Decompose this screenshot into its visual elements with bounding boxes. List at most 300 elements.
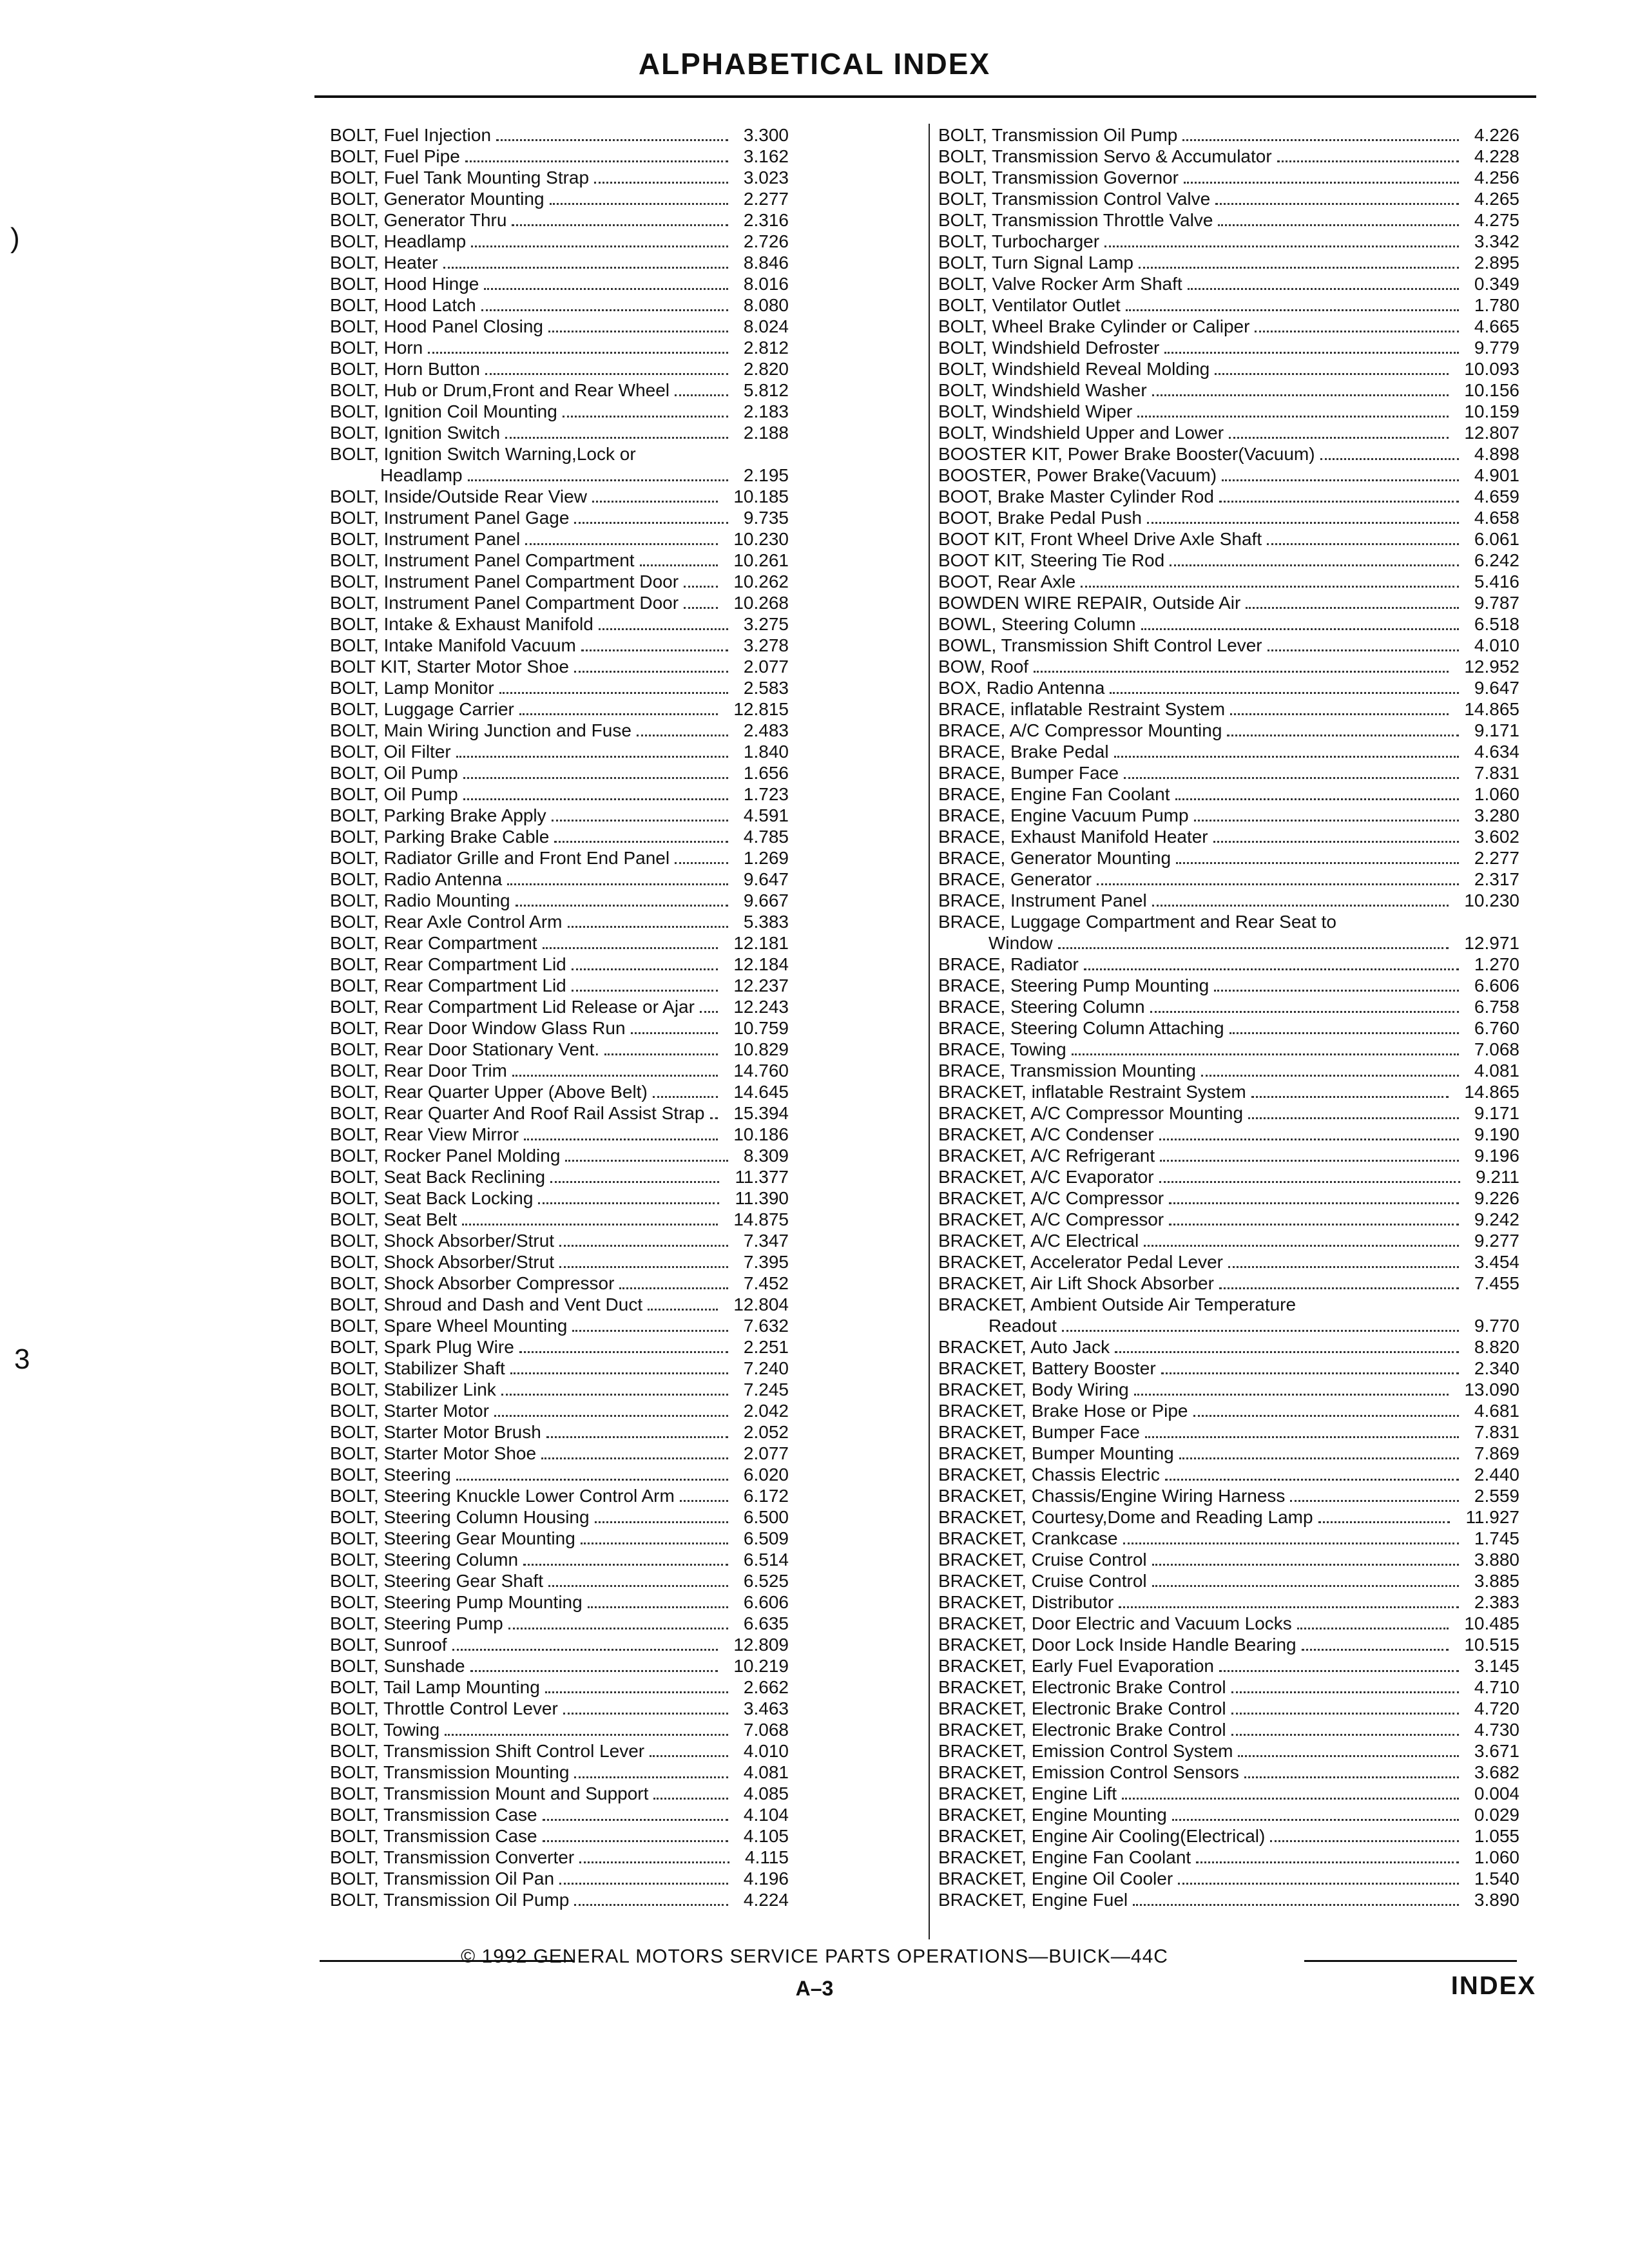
entry-page: 9.647: [743, 869, 789, 889]
entry-title: BRACKET, Door Electric and Vacuum Locks: [938, 1613, 1292, 1633]
entry-title: BOLT, Generator Thru: [330, 210, 507, 230]
entry-title: BOWDEN WIRE REPAIR, Outside Air: [938, 593, 1241, 613]
entry-page: 4.115: [745, 1847, 789, 1867]
index-entry: [938, 1889, 1519, 1910]
entry-title: BOLT, Radio Antenna: [330, 869, 503, 889]
dot-leader: [574, 1902, 728, 1906]
entry-title: BOLT, Inside/Outside Rear View: [330, 486, 587, 506]
index-entry: [330, 188, 789, 209]
entry-title: BRACKET, Distributor: [938, 1592, 1114, 1612]
dot-leader: [452, 1647, 718, 1651]
entry-title: BOLT, Windshield Washer: [938, 380, 1147, 400]
dot-leader: [512, 222, 728, 226]
dot-leader: [1034, 669, 1449, 673]
index-entry: [330, 1060, 789, 1081]
entry-page: 3.463: [743, 1698, 789, 1718]
dot-leader: [684, 605, 718, 609]
index-entry: [938, 613, 1519, 635]
entry-page: 6.606: [743, 1592, 789, 1612]
dot-leader: [1222, 477, 1459, 481]
index-entry: [938, 1060, 1519, 1081]
index-entry: [330, 231, 789, 252]
index-entry: [938, 1209, 1519, 1230]
index-entry: [330, 252, 789, 273]
entry-page: 1.780: [1474, 295, 1519, 315]
entry-title: BOWL, Steering Column: [938, 614, 1136, 634]
entry-title-continued: Readout: [988, 1316, 1057, 1336]
dot-leader: [1126, 307, 1459, 311]
index-entry: [330, 1464, 789, 1485]
dot-leader: [546, 1434, 728, 1438]
index-entry: [330, 720, 789, 741]
index-entry: [330, 1570, 789, 1591]
dot-leader: [680, 1498, 728, 1502]
entry-page: 4.659: [1474, 486, 1519, 506]
entry-page: 6.518: [1474, 614, 1519, 634]
entry-page: 8.846: [743, 253, 789, 273]
entry-title: BRACKET, Emission Control Sensors: [938, 1762, 1239, 1782]
entry-page: 2.726: [743, 231, 789, 251]
dot-leader: [637, 733, 728, 736]
entry-title: BRACKET, Cruise Control: [938, 1550, 1147, 1570]
index-entry: [938, 1336, 1519, 1358]
dot-leader: [1196, 1860, 1459, 1863]
entry-title: BOLT, Windshield Upper and Lower: [938, 423, 1224, 443]
entry-title: BOX, Radio Antenna: [938, 678, 1105, 698]
entry-page: 8.080: [743, 295, 789, 315]
entry-page: 7.245: [743, 1379, 789, 1399]
entry-title: BRACKET, Electronic Brake Control: [938, 1720, 1226, 1740]
entry-title: BOLT, Transmission Mounting: [330, 1762, 570, 1782]
index-entry: [938, 1039, 1519, 1060]
entry-page: 3.162: [743, 146, 789, 166]
entry-title: BRACKET, A/C Condenser: [938, 1124, 1154, 1144]
dot-leader: [541, 1456, 728, 1459]
index-entry: [938, 231, 1519, 252]
entry-title: BOLT, Lamp Monitor: [330, 678, 494, 698]
entry-title: BRACKET, A/C Refrigerant: [938, 1146, 1155, 1166]
entry-title: BRACKET, Bumper Mounting: [938, 1443, 1174, 1463]
entry-page: 2.183: [743, 401, 789, 421]
entry-page: 12.184: [733, 954, 789, 974]
entry-page: 4.275: [1474, 210, 1519, 230]
entry-page: 1.055: [1474, 1826, 1519, 1846]
index-entry: [330, 592, 789, 613]
entry-page: 12.807: [1464, 423, 1519, 443]
index-entry: [938, 1591, 1519, 1613]
dot-leader: [1176, 860, 1459, 864]
index-entry: [938, 1443, 1519, 1464]
entry-title: BOLT, Rear Compartment Lid Release or Ajar: [330, 997, 695, 1017]
index-entry: [330, 1251, 789, 1273]
entry-page: 10.159: [1464, 401, 1519, 421]
dot-leader: [1058, 945, 1449, 949]
entry-page: 10.759: [733, 1018, 789, 1038]
entry-title: BOLT, Seat Back Reclining: [330, 1167, 546, 1187]
index-entry: [938, 550, 1519, 571]
entry-title: BOLT, Transmission Shift Control Lever: [330, 1741, 645, 1761]
index-entry: [330, 550, 789, 571]
entry-page: 6.635: [743, 1613, 789, 1633]
entry-title: BOLT, Wheel Brake Cylinder or Caliper: [938, 316, 1250, 336]
entry-page: 7.869: [1474, 1443, 1519, 1463]
entry-page: 9.226: [1474, 1188, 1519, 1208]
index-entry: [330, 996, 789, 1017]
entry-title: BOLT, Transmission Mount and Support: [330, 1783, 649, 1803]
dot-leader: [1213, 839, 1459, 843]
dot-leader: [604, 1052, 718, 1055]
index-entry: [938, 1145, 1519, 1166]
entry-page: 4.658: [1474, 508, 1519, 528]
entry-page: 14.865: [1464, 1082, 1519, 1102]
index-entry: [938, 996, 1519, 1017]
index-entry: [938, 1868, 1519, 1889]
entry-page: 1.540: [1474, 1869, 1519, 1888]
entry-page: 6.525: [743, 1571, 789, 1591]
dot-leader: [463, 775, 728, 779]
entry-title: BOLT, Main Wiring Junction and Fuse: [330, 720, 631, 740]
index-entry: [938, 1379, 1519, 1400]
entry-page: 8.309: [743, 1146, 789, 1166]
index-entry: [330, 273, 789, 294]
index-entry: [938, 656, 1519, 677]
index-entry: [330, 869, 789, 890]
entry-page: 6.500: [743, 1507, 789, 1527]
entry-page: 10.829: [733, 1039, 789, 1059]
entry-page: 6.061: [1474, 529, 1519, 549]
entry-title: BRACKET, A/C Compressor: [938, 1209, 1164, 1229]
entry-title: BOLT, Rear Door Stationary Vent.: [330, 1039, 600, 1059]
index-entry: [330, 1421, 789, 1443]
dot-leader: [1081, 584, 1459, 588]
index-entry: [330, 1315, 789, 1336]
entry-page: 2.440: [1474, 1465, 1519, 1485]
entry-page: 9.667: [743, 890, 789, 910]
dot-leader: [563, 1711, 728, 1715]
dot-leader: [524, 1137, 718, 1140]
entry-page: 10.185: [733, 486, 789, 506]
entry-title: BOW, Roof: [938, 657, 1029, 677]
entry-page: 9.171: [1474, 1103, 1519, 1123]
dot-leader: [1244, 1774, 1459, 1778]
footer-rule-right: [1304, 1960, 1517, 1962]
entry-page: 7.831: [1474, 763, 1519, 783]
dot-leader: [1165, 1477, 1459, 1481]
entry-page: 3.145: [1474, 1656, 1519, 1676]
index-entry: [938, 1762, 1519, 1783]
index-entry: [330, 1145, 789, 1166]
entry-title: BOLT, Instrument Panel: [330, 529, 521, 549]
entry-page: 2.277: [1474, 848, 1519, 868]
entry-title: BRACKET, A/C Evaporator: [938, 1167, 1154, 1187]
index-entry: [330, 1443, 789, 1464]
index-entry: [330, 1613, 789, 1634]
dot-leader: [512, 1073, 718, 1077]
entry-page: 4.010: [743, 1741, 789, 1761]
entry-title: BOLT, Hood Hinge: [330, 274, 479, 294]
dot-leader: [1229, 1030, 1459, 1034]
entry-page: 2.662: [743, 1677, 789, 1697]
entry-page: 3.275: [743, 614, 789, 634]
copyright-text: © 1992 GENERAL MOTORS SERVICE PARTS OPERATIONS—BUICK—44C: [461, 1946, 1168, 1967]
dot-leader: [1161, 1370, 1459, 1374]
entry-title: BOLT, Spare Wheel Mounting: [330, 1316, 568, 1336]
entry-title: BOLT, Oil Pump: [330, 763, 458, 783]
dot-leader: [1219, 1285, 1459, 1289]
entry-title: BOLT, Radio Mounting: [330, 890, 510, 910]
index-entry: [330, 1549, 789, 1570]
entry-page: 0.004: [1474, 1783, 1519, 1803]
entry-page: 12.815: [733, 699, 789, 719]
entry-page: 4.901: [1474, 465, 1519, 485]
entry-page: 10.268: [733, 593, 789, 613]
index-entry: [938, 741, 1519, 762]
index-entry: [938, 1166, 1519, 1187]
dot-leader: [1188, 286, 1459, 290]
entry-page: 7.395: [743, 1252, 789, 1272]
entry-page: 4.730: [1474, 1720, 1519, 1740]
index-entry: [330, 1698, 789, 1719]
entry-title: BOLT, Instrument Panel Compartment Door: [330, 593, 679, 613]
entry-page: 3.885: [1474, 1571, 1519, 1591]
entry-title: BOLT, Hood Latch: [330, 295, 476, 315]
dot-leader: [579, 1860, 729, 1863]
entry-page: 3.342: [1474, 231, 1519, 251]
index-entry: [938, 1719, 1519, 1740]
entry-page: 2.052: [743, 1422, 789, 1442]
entry-page: 8.024: [743, 316, 789, 336]
entry-page: 7.632: [743, 1316, 789, 1336]
entry-title: BOLT, Heater: [330, 253, 438, 273]
entry-page: 5.812: [743, 380, 789, 400]
index-entry: [938, 124, 1519, 146]
dot-leader: [510, 1370, 728, 1374]
entry-title: BOLT, Parking Brake Cable: [330, 827, 550, 847]
entry-title: BRACKET, Brake Hose or Pipe: [938, 1401, 1188, 1421]
entry-page: 1.840: [743, 742, 789, 762]
entry-title: BRACKET, A/C Compressor: [938, 1188, 1164, 1208]
entry-title: BOLT, Generator Mounting: [330, 189, 545, 209]
entry-page: 1.745: [1474, 1528, 1519, 1548]
index-entry: [330, 1102, 789, 1124]
dot-leader: [1172, 1817, 1459, 1821]
index-entry: [938, 1655, 1519, 1677]
index-entry: [330, 1591, 789, 1613]
entry-title: BRACE, Generator Mounting: [938, 848, 1171, 868]
index-entry: [330, 294, 789, 316]
entry-page: 15.394: [733, 1103, 789, 1123]
dot-leader: [465, 159, 728, 162]
entry-page: 4.785: [743, 827, 789, 847]
dot-leader: [1084, 966, 1459, 970]
dot-leader: [456, 1477, 728, 1481]
entry-page: 5.416: [1474, 572, 1519, 591]
entry-title: BOLT, Transmission Oil Pan: [330, 1869, 555, 1888]
dot-leader: [1152, 1562, 1459, 1566]
entry-title: BRACKET, Air Lift Shock Absorber: [938, 1273, 1214, 1293]
entry-page: 3.671: [1474, 1741, 1519, 1761]
dot-leader: [1248, 1115, 1459, 1119]
entry-page: 2.277: [743, 189, 789, 209]
dot-leader: [631, 1030, 718, 1034]
dot-leader: [1169, 1200, 1459, 1204]
entry-title: BOLT, Hub or Drum,Front and Rear Wheel: [330, 380, 670, 400]
entry-page: 13.090: [1464, 1379, 1519, 1399]
entry-page: 0.349: [1474, 274, 1519, 294]
entry-title: BOOT, Brake Master Cylinder Rod: [938, 486, 1214, 506]
index-entry: [330, 401, 789, 422]
dot-leader: [1178, 1881, 1459, 1885]
entry-title: BRACKET, Engine Fan Coolant: [938, 1847, 1191, 1867]
index-entry: [938, 1485, 1519, 1506]
entry-page: 12.181: [733, 933, 789, 953]
margin-mark-mid: 3: [14, 1343, 30, 1375]
entry-title: BRACKET, Crankcase: [938, 1528, 1118, 1548]
header-rule: [314, 95, 1536, 98]
entry-title: BRACKET, Electronic Brake Control: [938, 1698, 1226, 1718]
entry-title: BRACE, Instrument Panel: [938, 890, 1147, 910]
dot-leader: [1139, 265, 1459, 269]
dot-leader: [1104, 244, 1459, 247]
dot-leader: [1194, 818, 1459, 822]
dot-leader: [548, 1583, 728, 1587]
entry-page: 9.211: [1476, 1167, 1519, 1187]
index-entry: [938, 1081, 1519, 1102]
entry-title: BOLT, Parking Brake Apply: [330, 805, 546, 825]
entry-title: BRACE, Bumper Face: [938, 763, 1119, 783]
dot-leader: [1215, 201, 1459, 205]
entry-page: 6.606: [1474, 975, 1519, 995]
entry-page: 4.634: [1474, 742, 1519, 762]
dot-leader: [1072, 1052, 1459, 1055]
entry-title: BOLT, Luggage Carrier: [330, 699, 514, 719]
entry-title: BOLT, Oil Pump: [330, 784, 458, 804]
dot-leader: [1147, 520, 1459, 524]
entry-title: BRACKET, inflatable Restraint System: [938, 1082, 1246, 1102]
index-entry: [938, 677, 1519, 698]
index-entry: [330, 1294, 789, 1315]
index-entry: [330, 1804, 789, 1825]
entry-title: BOLT, Fuel Tank Mounting Strap: [330, 168, 590, 187]
index-entry: [330, 1740, 789, 1762]
dot-leader: [471, 244, 728, 247]
index-entry: [330, 847, 789, 869]
entry-page: 0.029: [1474, 1805, 1519, 1825]
entry-title: BOLT, Starter Motor: [330, 1401, 489, 1421]
dot-leader: [1231, 1689, 1459, 1693]
index-entry: [938, 1825, 1519, 1847]
entry-title: BOOT KIT, Steering Tie Rod: [938, 550, 1165, 570]
entry-page: 9.196: [1474, 1146, 1519, 1166]
entry-title: BOLT, Shroud and Dash and Vent Duct: [330, 1294, 643, 1314]
entry-title: BRACE, A/C Compressor Mounting: [938, 720, 1222, 740]
dot-leader: [1251, 1094, 1449, 1098]
index-entry: [938, 1549, 1519, 1570]
index-entry: [330, 1868, 789, 1889]
dot-leader: [1152, 903, 1449, 907]
entry-page: 2.317: [1474, 869, 1519, 889]
entry-page: 2.188: [743, 423, 789, 443]
entry-title: BOLT, Steering Column Housing: [330, 1507, 590, 1527]
index-entry: [938, 528, 1519, 550]
entry-page: 6.242: [1474, 550, 1519, 570]
dot-leader: [1277, 159, 1459, 162]
entry-page: 9.647: [1474, 678, 1519, 698]
dot-leader: [552, 818, 728, 822]
dot-leader: [1159, 1179, 1460, 1183]
dot-leader: [1219, 499, 1459, 503]
entry-title: BOLT, Rear Door Window Glass Run: [330, 1018, 626, 1038]
index-entry: [938, 1273, 1519, 1294]
index-entry: [330, 1889, 789, 1910]
entry-title: BOLT, Transmission Oil Pump: [938, 125, 1178, 145]
index-entry: [330, 1166, 789, 1187]
entry-title: BRACKET, Early Fuel Evaporation: [938, 1656, 1214, 1676]
entry-page: 9.779: [1474, 338, 1519, 358]
entry-title: BOLT, Instrument Panel Compartment: [330, 550, 635, 570]
entry-title: BOLT, Fuel Pipe: [330, 146, 460, 166]
entry-title: BRACE, Steering Column: [938, 997, 1145, 1017]
entry-title: BRACKET, Engine Lift: [938, 1783, 1117, 1803]
index-entry: [330, 1719, 789, 1740]
index-entry: [938, 1847, 1519, 1868]
dot-leader: [599, 626, 728, 630]
index-entry: [938, 1251, 1519, 1273]
entry-title: BRACKET, Door Lock Inside Handle Bearing: [938, 1635, 1296, 1655]
entry-title: BRACKET, Emission Control System: [938, 1741, 1233, 1761]
entry-page: 7.068: [1474, 1039, 1519, 1059]
entry-title: BOLT, Fuel Injection: [330, 125, 492, 145]
dot-leader: [1267, 541, 1459, 545]
entry-page: 4.591: [743, 805, 789, 825]
entry-page: 4.720: [1474, 1698, 1519, 1718]
index-entry: [938, 380, 1519, 401]
dot-leader: [1297, 1626, 1449, 1629]
dot-leader: [499, 690, 728, 694]
index-entry: [938, 1528, 1519, 1549]
entry-title: BRACKET, Courtesy,Dome and Reading Lamp: [938, 1507, 1313, 1527]
entry-page: 4.226: [1474, 125, 1519, 145]
entry-title: BRACE, Steering Pump Mounting: [938, 975, 1210, 995]
entry-title: BRACE, Luggage Compartment and Rear Seat to: [938, 912, 1336, 932]
column-divider: [929, 124, 930, 1939]
index-entry: [330, 1017, 789, 1039]
entry-title: BOLT, Transmission Throttle Valve: [938, 210, 1213, 230]
index-entry: [938, 486, 1519, 507]
dot-leader: [675, 392, 728, 396]
index-entry: [330, 890, 789, 911]
entry-page: 4.228: [1474, 146, 1519, 166]
index-entry: [330, 805, 789, 826]
index-entry: [938, 337, 1519, 358]
entry-page: 3.602: [1474, 827, 1519, 847]
entry-page: 4.665: [1474, 316, 1519, 336]
index-entry: [938, 465, 1519, 486]
dot-leader: [1152, 1583, 1459, 1587]
entry-page: 10.515: [1464, 1635, 1519, 1655]
entry-page: 6.020: [743, 1465, 789, 1485]
entry-title: BOLT, Stabilizer Shaft: [330, 1358, 505, 1378]
dot-leader: [574, 669, 728, 673]
entry-title: BOLT, Transmission Servo & Accumulator: [938, 146, 1272, 166]
dot-leader: [1122, 1796, 1459, 1800]
index-entry: [938, 1187, 1519, 1209]
dot-leader: [456, 754, 728, 758]
dot-leader: [592, 499, 718, 503]
entry-title: BRACE, inflatable Restraint System: [938, 699, 1226, 719]
entry-page: 4.196: [743, 1869, 789, 1888]
dot-leader: [428, 350, 728, 354]
